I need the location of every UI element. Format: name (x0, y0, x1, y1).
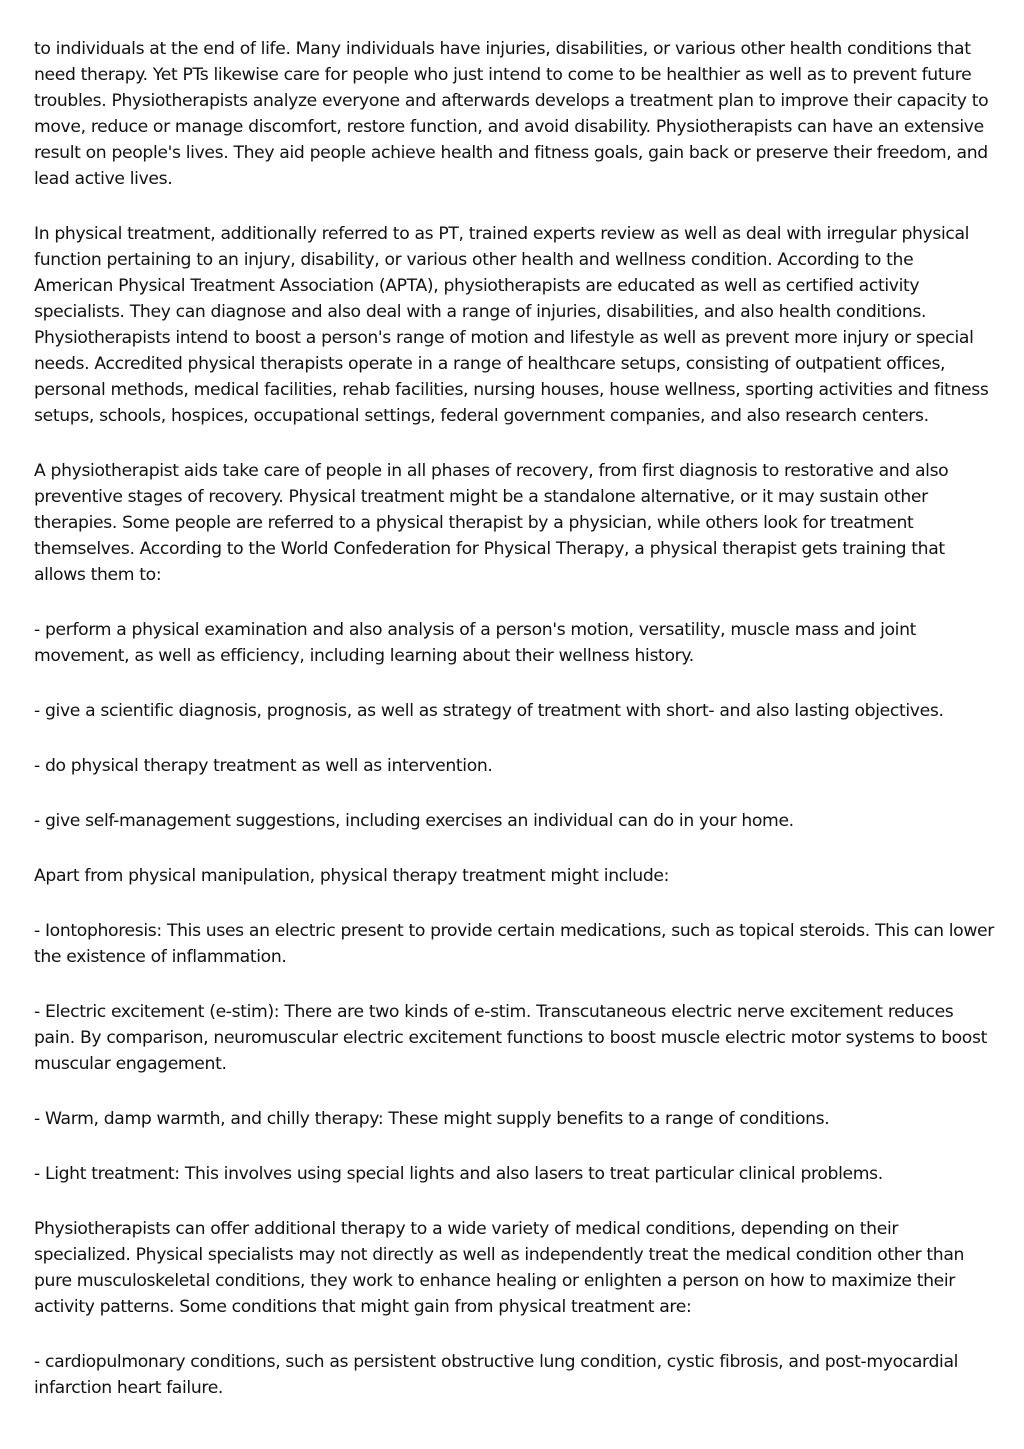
paragraph-treatment-includes: Apart from physical manipulation, physical therapy treatment might include: (34, 866, 670, 886)
paragraph-conditions-intro: Physiotherapists can offer additional therapy to a wide variety of medical conditions, depending on their specialized. Physical specialists may not directly as well as independently treat the medical condition other than pure musculoskeletal conditions, they work to enhance healing or enlighten a person on how to maximize their activity patterns. Some conditions that might gain from physical treatment are: (34, 1219, 965, 1317)
list-item-electric-excitement: - Electric excitement (e-stim): There are two kinds of e-stim. Transcutaneous electric nerve excitement reduces pain. By comparison, neuromuscular electric excitement functions to boost muscle electric motor systems to boost muscular engagement. (34, 1002, 987, 1074)
list-item-heat-cold-therapy: - Warm, damp warmth, and chilly therapy: These might supply benefits to a range of conditions. (34, 1109, 830, 1129)
paragraph-physical-treatment: In physical treatment, additionally referred to as PT, trained experts review as well as deal with irregular physical function pertaining to an injury, disability, or various other health and wellness condition. According to the American Physical Treatment Association (APTA), physiotherapists are educated as well as certified activity specialists. They can diagnose and also deal with a range of injuries, disabilities, and also health conditions. Physiotherapists intend to boost a person's range of motion and lifestyle as well as prevent more injury or special needs. Accredited physical therapists operate in a range of healthcare setups, consisting of outpatient offices, personal methods, medical facilities, rehab facilities, nursing houses, house wellness, sporting activities and fitness setups, schools, hospices, occupational settings, federal government companies, and also research centers. (34, 224, 989, 426)
paragraph-intro-continued: to individuals at the end of life. Many individuals have injuries, disabilities, or various other health conditions that need therapy. Yet PTs likewise care for people who just intend to come to be healthier as well as to prevent future troubles. Physiotherapists analyze everyone and afterwards develops a treatment plan to improve their capacity to move, reduce or manage discomfort, restore function, and avoid disability. Physiotherapists can have an extensive result on people's lives. They aid people achieve health and fitness goals, gain back or preserve their freedom, and lead active lives. (34, 39, 989, 189)
list-item-iontophoresis: - Iontophoresis: This uses an electric present to provide certain medications, such as topical steroids. This can lower the existence of inflammation. (34, 921, 994, 967)
list-item-diagnosis: - give a scientific diagnosis, prognosis, as well as strategy of treatment with short- and also lasting objectives. (34, 701, 944, 721)
document-page (34, 36, 994, 1430)
list-item-light-treatment: - Light treatment: This involves using special lights and also lasers to treat particular clinical problems. (34, 1164, 883, 1184)
list-item-examination: - perform a physical examination and also analysis of a person's motion, versatility, muscle mass and joint movement, as well as efficiency, including learning about their wellness history. (34, 620, 917, 666)
paragraph-phases-of-recovery: A physiotherapist aids take care of people in all phases of recovery, from first diagnosis to restorative and also preventive stages of recovery. Physical treatment might be a standalone alternative, or it may sustain other therapies. Some people are referred to a physical therapist by a physician, while others look for treatment themselves. According to the World Confederation for Physical Therapy, a physical therapist gets training that allows them to: (34, 461, 949, 585)
list-item-cardiopulmonary: - cardiopulmonary conditions, such as persistent obstructive lung condition, cystic fibrosis, and post-myocardial infarction heart failure. (34, 1352, 959, 1398)
list-item-self-management: - give self-management suggestions, including exercises an individual can do in your home. (34, 811, 794, 831)
list-item-intervention: - do physical therapy treatment as well as intervention. (34, 756, 493, 776)
